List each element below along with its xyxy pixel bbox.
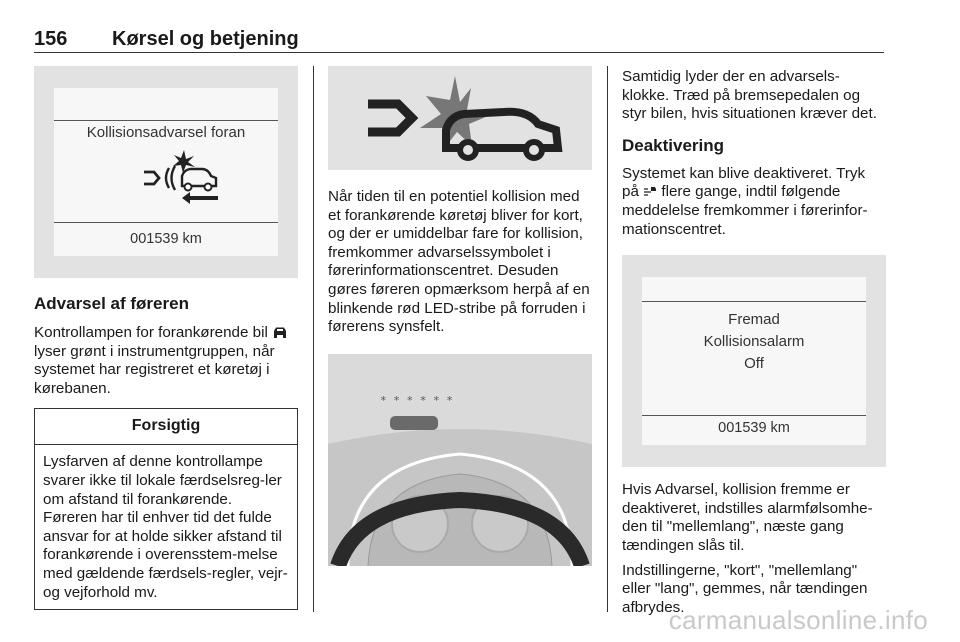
display-odometer: 001539 km — [130, 231, 202, 247]
display-title: Kollisionsadvarsel foran — [86, 124, 246, 141]
figure-deactivated-display — [622, 255, 886, 467]
header-rule — [34, 52, 884, 53]
display-line-3: Off — [744, 355, 764, 373]
watermark: carmanualsonline.info — [668, 605, 928, 635]
page-number: 156 — [34, 28, 68, 50]
gap-setting-icon — [643, 186, 657, 198]
collision-symbol-icon — [328, 66, 592, 170]
windscreen-dashboard-illustration — [328, 354, 592, 566]
caution-box — [34, 408, 298, 610]
section-title: Kørsel og betjening — [112, 28, 299, 50]
paragraph-collision-warning: Når tiden til en potentiel kollision med et forankørende køretøj bliver for kort, og der er umiddelbar fare for kollision, fremkommer advarselssymbolet i førerinformationscentret. Desuden gøres føreren opmærksom herpå af en blinkende rød LED-stribe på forruden i førerens synsfelt. — [328, 188, 590, 336]
caution-title: Forsigtig — [35, 409, 297, 445]
column-2 — [328, 66, 592, 566]
svg-text:* * * * * *: * * * * * * — [380, 393, 453, 407]
page-header — [34, 28, 299, 51]
paragraph-chime: Samtidig lyder der en advarsels-klokke. Træd på bremsepedalen og styr bilen, hvis situationen kræver det. — [622, 68, 877, 123]
column-3 — [622, 66, 886, 617]
paragraph-sensitivity: Hvis Advarsel, kollision fremme er deaktiveret, indstilles alarmfølsomhe-den til "mellemlang", næste gang tændingen slås til. — [622, 481, 873, 554]
display-screen — [642, 277, 866, 445]
display-odometer: 001539 km — [718, 420, 790, 437]
collision-warning-icon — [120, 148, 230, 208]
vehicle-ahead-icon — [272, 326, 288, 339]
display-line-1: Fremad — [728, 311, 780, 329]
column-divider — [607, 66, 608, 612]
column-1 — [34, 66, 298, 610]
heading-driver-warning: Advarsel af føreren — [34, 294, 189, 313]
display-line-2: Kollisionsalarm — [703, 333, 805, 351]
column-divider — [313, 66, 314, 612]
figure-windscreen-led — [328, 354, 592, 566]
display-screen — [54, 88, 278, 256]
figure-collision-warning-display — [34, 66, 298, 278]
figure-collision-symbol — [328, 66, 592, 170]
paragraph-deactivation: Systemet kan blive deaktiveret. Tryk på flere gange, indtil følgende meddelelse fremkommer i førerinfor-mationscentret. — [622, 164, 868, 238]
heading-deactivation: Deaktivering — [622, 135, 725, 155]
paragraph-settings-saved: Indstillingerne, "kort", "mellemlang" eller "lang", gemmes, når tændingen afbrydes. — [622, 561, 868, 616]
paragraph-indicator: Kontrollampen for forankørende bil lyser grønt i instrumentgruppen, når systemet har registreret et køretøj i kørebanen. — [34, 324, 298, 398]
caution-text: Lysfarven af denne kontrollampe svarer ikke til lokale færdselsreg-ler om afstand til forankørende. Føreren har til enhver tid det fulde ansvar for at holde sikker afstand til forankørende i overensstem-melse med gældende færdsels-regler, vejr- og vejforhold mv. — [43, 453, 288, 601]
